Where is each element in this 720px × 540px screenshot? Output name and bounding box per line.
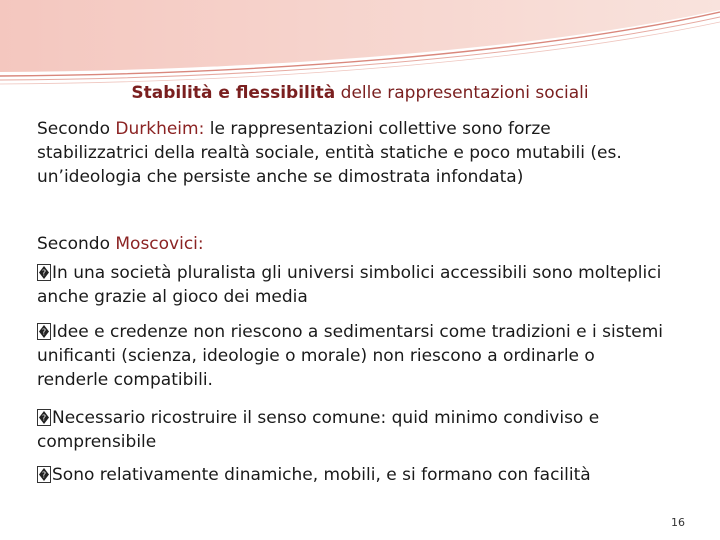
bullet-item (37, 406, 699, 454)
bullet-item (37, 320, 699, 392)
svg-text:?: ? (41, 470, 47, 480)
durkheim-line-3: un’ideologia che persiste anche se dimostrata infondata) (37, 167, 524, 187)
svg-text:?: ? (41, 327, 47, 337)
bullet-text: unificanti (scienza, ideologie o morale) non riescono a ordinarle o (37, 346, 595, 366)
moscovici-heading (37, 232, 697, 256)
durkheim-intro: Secondo (37, 119, 116, 139)
bullet-text: comprensibile (37, 432, 157, 452)
moscovici-intro: Secondo (37, 234, 116, 254)
page-number: 16 (671, 516, 685, 529)
moscovici-name: Moscovici: (115, 234, 204, 254)
bullet-text: Idee e credenze non riescono a sedimentarsi come tradizioni e i sistemi (52, 322, 663, 342)
durkheim-line1-rest: le rappresentazioni collettive sono forze (204, 119, 551, 139)
durkheim-paragraph (37, 117, 697, 189)
durkheim-name: Durkheim: (115, 119, 205, 139)
bullet-line (37, 406, 699, 430)
bullet-line (37, 261, 699, 285)
bullet-text: Sono relativamente dinamiche, mobili, e si formano con facilità (52, 465, 591, 485)
bullet-text: In una società pluralista gli universi simbolici accessibili sono molteplici (52, 263, 662, 283)
bullet-line (37, 320, 699, 344)
bullet-item (37, 261, 699, 309)
bullet-line (37, 344, 699, 368)
replacement-glyph-icon (37, 466, 51, 483)
svg-text:?: ? (41, 268, 47, 278)
svg-text:?: ? (41, 413, 47, 423)
bullet-text: anche grazie al gioco dei media (37, 287, 308, 307)
slide-title (0, 83, 720, 103)
bullet-line (37, 463, 699, 487)
header-wave-decoration (0, 0, 720, 90)
bullet-line (37, 285, 699, 309)
durkheim-line-2: stabilizzatrici della realtà sociale, entità statiche e poco mutabili (es. (37, 143, 622, 163)
bullet-line (37, 368, 699, 392)
title-bold: Stabilità e flessibilità (131, 83, 336, 103)
title-rest: delle rappresentazioni sociali (335, 83, 589, 103)
bullet-line (37, 430, 699, 454)
replacement-glyph-icon (37, 323, 51, 340)
replacement-glyph-icon (37, 409, 51, 426)
bullet-text: renderle compatibili. (37, 370, 213, 390)
durkheim-line-1 (37, 117, 697, 141)
bullet-text: Necessario ricostruire il senso comune: quid minimo condiviso e (52, 408, 600, 428)
replacement-glyph-icon (37, 264, 51, 281)
bullet-item (37, 463, 699, 487)
